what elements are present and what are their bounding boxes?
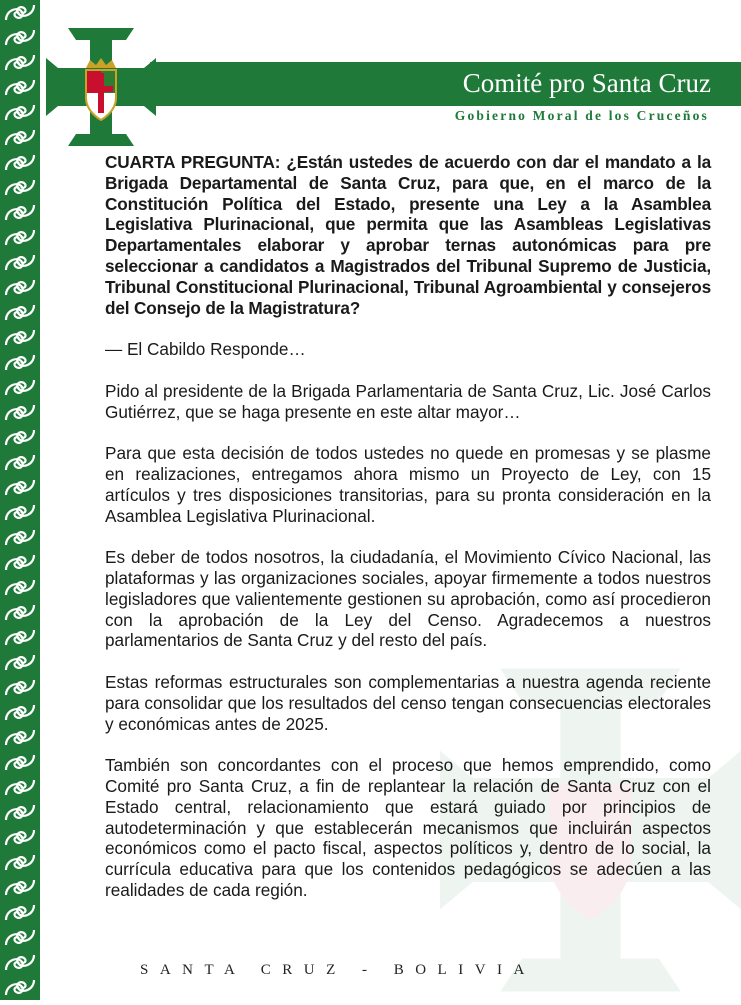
footer-location: SANTA CRUZ - BOLIVIA — [140, 962, 536, 978]
body-paragraph: Para que esta decisión de todos ustedes no quede en promesas y se plasme en realizaciones, entregamos ahora mismo un Proyecto de Ley, con 15 artículos y tres disposiciones transitorias, para su pronta consideración en la Asamblea Legislativa Plurinacional. — [105, 443, 711, 526]
scroll-pattern-icon — [0, 0, 40, 1000]
body-paragraph: Es deber de todos nosotros, la ciudadanía, el Movimiento Cívico Nacional, las plataformas y las organizaciones sociales, apoyar firmemente a todos nuestros legisladores que valientemente gestionen su aprobación, como así procedieron con la aprobación de la Ley del Censo. Agradecemos a nuestros parlamentarios de Santa Cruz y del resto del país. — [105, 547, 711, 651]
body-paragraph: Estas reformas estructurales son complementarias a nuestra agenda reciente para consolidar que los resultados del censo tengan consecuencias electorales y económicas antes de 2025. — [105, 671, 711, 734]
org-name: Comité pro Santa Cruz — [462, 68, 711, 98]
document-body — [105, 152, 711, 921]
response-line: — El Cabildo Responde… — [105, 339, 306, 360]
body-paragraph: También son concordantes con el proceso que hemos emprendido, como Comité pro Santa Cruz, a fin de replantear la relación de Santa Cruz con el Estado central, relacionamiento que estará guiado por principios de autodeterminación y que establecerán mecanismos que incluirán aspectos económicos como el pacto fiscal, aspectos políticos y, dentro de lo social, la currícula educativa para que los contenidos pedagógicos se adecúen a las realidades de cada región. — [105, 755, 711, 900]
body-paragraph: Pido al presidente de la Brigada Parlamentaria de Santa Cruz, Lic. José Carlos Gutiérrez, que se haga presente en este altar mayor… — [105, 380, 711, 422]
org-motto: Gobierno Moral de los Cruceños — [454, 108, 709, 123]
cross-logo — [46, 28, 156, 151]
side-border-pattern — [0, 0, 40, 1000]
header-band — [150, 62, 741, 106]
question-paragraph: CUARTA PREGUNTA: ¿Están ustedes de acuerdo con dar el mandato a la Brigada Departamental de Santa Cruz, para que, en el marco de la Constitución Política del Estado, presente una Ley a la Asamblea Legislativa Plurinacional, que permita que las Asambleas Legislativas Departamentales elaborar y aprobar ternas autonómicas para pre seleccionar a candidatos a Magistrados del Tribunal Supremo de Justicia, Tribunal Constitucional Plurinacional, Tribunal Agroambiental y consejeros del Consejo de la Magistratura? — [105, 152, 711, 318]
